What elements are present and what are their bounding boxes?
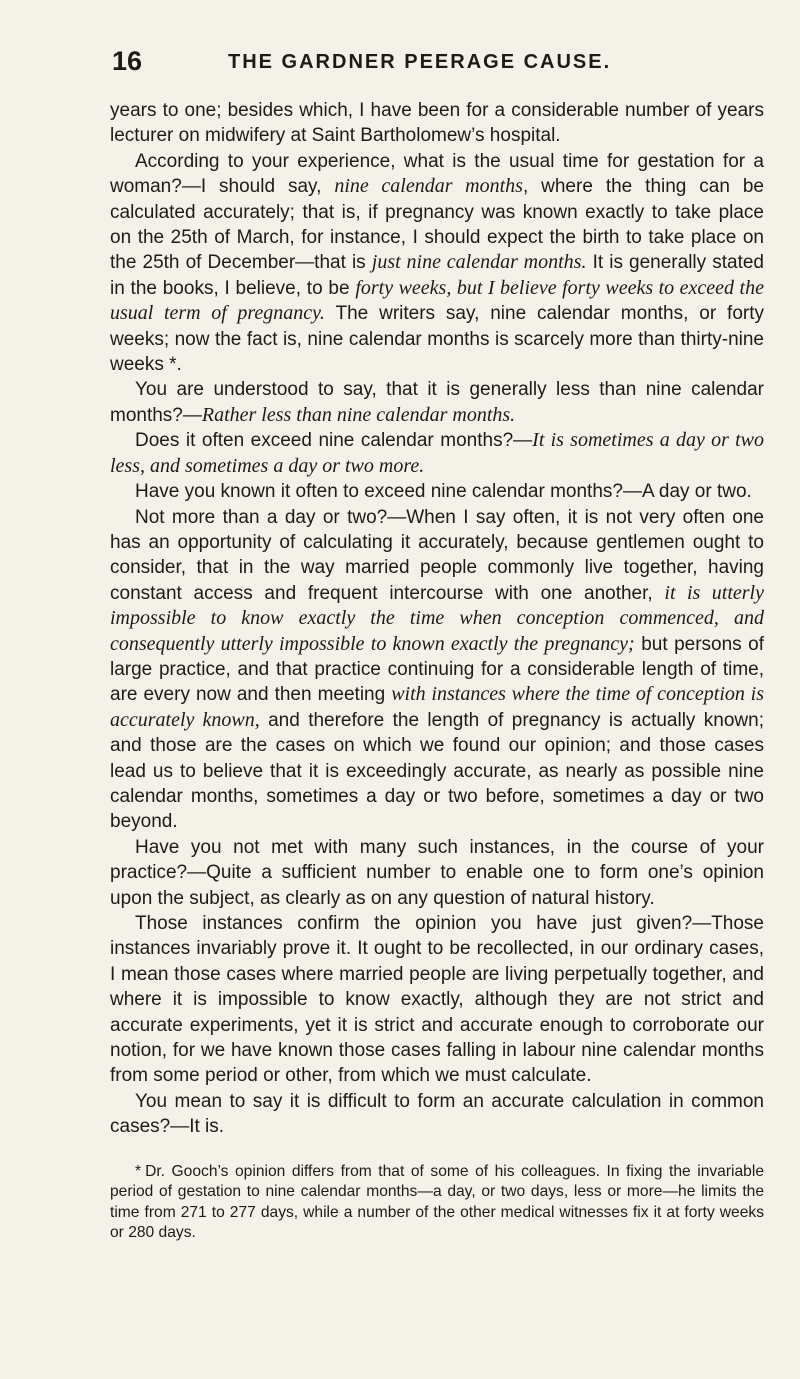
testimony-paragraph	[110, 479, 764, 504]
text-run: Does it often exceed nine calendar months?—	[135, 430, 533, 452]
footnote-paragraph	[110, 1162, 764, 1244]
testimony-paragraph	[110, 835, 764, 911]
italic-text: It is sometimes a day or two less, and sometimes a day or two more.	[110, 429, 765, 477]
continued-paragraph	[110, 98, 764, 149]
testimony-paragraph	[110, 428, 764, 479]
footnote	[110, 1162, 764, 1244]
text-run: years to one; besides which, I have been for a considerable number of years lecturer on midwifery at Saint Bartholomew’s hospital.	[110, 100, 764, 147]
body-text	[110, 98, 764, 1140]
text-run: According to your experience, what is the usual time for gestation for a woman?—I should say,	[110, 150, 764, 198]
footnote-mark: *	[135, 1162, 142, 1180]
testimony-paragraph	[110, 911, 764, 1089]
testimony-paragraph	[110, 1089, 764, 1140]
italic-text: just nine calendar months.	[371, 251, 587, 274]
italic-text: Rather less than nine calendar months.	[201, 403, 516, 426]
text-run: You mean to say it is difficult to form an accurate calculation in common cases?—It is.	[110, 1090, 764, 1138]
text-run: Those instances confirm the opinion you have just given?—Those instances invariably prove it. It ought to be recollected, in our ordinary cases, I mean those cases where married people are living perpetually together, and where it is impossible to know exactly, although they are not strict and accurate experiments, yet it is strict and accurate enough to corroborate our notion, for we have known those cases falling in labour nine calendar months from some period or other, from which we must calculate.	[110, 913, 764, 1087]
page-number: 16	[112, 46, 143, 76]
text-run: , where the thing can be calculated accurately; that is, if pregnancy was known exactly to take place on the 25th of March, for instance, I should expect the birth to take place on the 25th of December—that is	[110, 176, 764, 274]
running-title: THE GARDNER PEERAGE CAUSE.	[228, 51, 612, 73]
text-run: You are understood to say, that it is generally less than nine calendar months?—	[110, 379, 764, 426]
testimony-paragraph	[110, 505, 764, 835]
testimony-paragraph	[110, 149, 764, 378]
italic-text: nine calendar months	[334, 175, 523, 198]
text-run: Have you known it often to exceed nine calendar months?—A day or two.	[135, 481, 752, 503]
text-run: Have you not met with many such instances, in the course of your practice?—Quite a sufficient number to enable one to form one’s opinion upon the subject, as clearly as on any question of natural history.	[110, 836, 764, 909]
text-run: but persons of large practice, and that practice continuing for a considerable length of time, are every now and then meeting	[110, 633, 764, 706]
text-run: It is generally stated in the books, I believe, to be	[110, 252, 765, 299]
italic-text: it is utterly impossible to know exactly the time when conception commenced, and consequently utterly impossible to known exactly the pregnancy;	[110, 581, 764, 655]
testimony-paragraph	[110, 377, 764, 428]
text-run: Not more than a day or two?—When I say often, it is not very often one has an opportunity of calculating it accurately, because gentlemen ought to consider, that in the way married people commonly live together, having constant access and frequent intercourse with one another,	[110, 506, 764, 604]
text-run: and therefore the length of pregnancy is actually known; and those are the cases on which we found our opinion; and those cases lead us to believe that it is exceedingly accurate, as nearly as possible nine calendar months, sometimes a day or two before, sometimes a day or two beyond.	[110, 709, 765, 833]
running-head	[110, 46, 764, 86]
italic-text: forty weeks, but I believe forty weeks to exceed the usual term of pregnancy.	[110, 276, 764, 325]
italic-text: with instances where the time of conception is accurately known,	[110, 683, 764, 731]
footnote-text: Dr. Gooch’s opinion differs from that of some of his colleagues. In fixing the invariable period of gestation to nine calendar months—a day, or two days, less or more—he limits the time from 271 to 277 days, while a number of the other medical witnesses fix it at forty weeks or 280 days.	[110, 1162, 764, 1242]
text-run: The writers say, nine calendar months, or forty weeks; now the fact is, nine calendar months is scarcely more than thirty-nine weeks *.	[110, 303, 764, 376]
